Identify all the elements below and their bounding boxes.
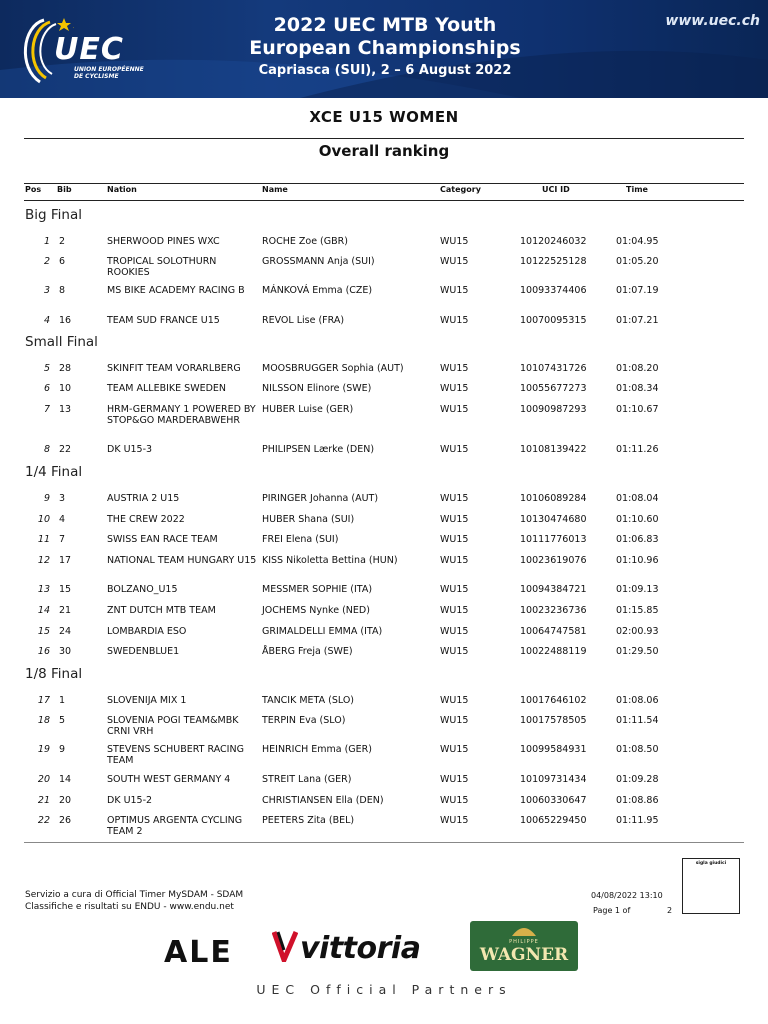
cell-category: WU15 [440, 493, 469, 504]
cell-uci-id: 10065229450 [520, 815, 587, 826]
cell-time: 01:10.67 [616, 404, 659, 415]
cell-bib: 2 [59, 236, 66, 247]
partner-vittoria-text: vittoria [300, 931, 421, 966]
cell-bib: 24 [59, 626, 72, 637]
cell-uci-id: 10130474680 [520, 514, 587, 525]
footer-date: 04/08/2022 13:10 [591, 891, 663, 900]
cell-pos: 2 [43, 256, 50, 267]
social-links [640, 12, 760, 29]
vittoria-mark-icon [272, 930, 298, 962]
cell-category: WU15 [440, 744, 469, 755]
cell-category: WU15 [440, 774, 469, 785]
cell-pos: 5 [43, 363, 50, 374]
cell-nation: SHERWOOD PINES WXC [107, 236, 220, 247]
cell-uci-id: 10108139422 [520, 444, 587, 455]
judges-signature-box [682, 858, 740, 914]
cell-bib: 10 [59, 383, 72, 394]
event-title-line2: European Championships [249, 37, 521, 59]
cell-category: WU15 [440, 626, 469, 637]
cell-nation: OPTIMUS ARGENTA CYCLING TEAM 2 [107, 815, 243, 837]
partner-wagner-logo [470, 921, 578, 971]
cell-name: TANCIK META (SLO) [262, 695, 355, 706]
cell-nation: DK U15-2 [107, 795, 153, 806]
footer-service-line2: Classifiche e risultati su ENDU - www.endu.net [25, 902, 234, 912]
cell-uci-id: 10090987293 [520, 404, 587, 415]
cell-bib: 14 [59, 774, 72, 785]
cell-pos: 9 [43, 493, 50, 504]
event-title-line1: 2022 UEC MTB Youth [273, 14, 497, 36]
table-bottom-divider [24, 842, 744, 843]
cell-category: WU15 [440, 444, 469, 455]
footer-service-line1: Servizio a cura di Official Timer MySDAM - SDAM [25, 890, 244, 900]
header-banner [0, 0, 768, 98]
cell-nation: TEAM SUD FRANCE U15 [107, 315, 220, 326]
cell-time: 01:10.60 [616, 514, 659, 525]
uec-logo-subtitle: UNION EUROPÉENNE DE CYCLISME [74, 66, 144, 80]
section-title: 1/4 Final [25, 464, 83, 480]
cell-uci-id: 10017646102 [520, 695, 587, 706]
cell-pos: 13 [37, 584, 50, 595]
cell-time: 01:09.28 [616, 774, 659, 785]
cell-pos: 21 [37, 795, 50, 806]
cell-uci-id: 10023619076 [520, 555, 587, 566]
table-header [0, 184, 768, 198]
cell-name: MESSMER SOPHIE (ITA) [262, 584, 373, 595]
cell-bib: 13 [59, 404, 72, 415]
cell-pos: 6 [43, 383, 50, 394]
cell-time: 01:04.95 [616, 236, 659, 247]
cell-time: 02:00.93 [616, 626, 659, 637]
cell-name: NILSSON Elinore (SWE) [262, 383, 372, 394]
cell-bib: 15 [59, 584, 72, 595]
cell-name: PHILIPSEN Lærke (DEN) [262, 444, 375, 455]
cell-bib: 28 [59, 363, 72, 374]
cell-name: MOOSBRUGGER Sophia (AUT) [262, 363, 404, 374]
cell-pos: 14 [37, 605, 50, 616]
cell-time: 01:08.34 [616, 383, 659, 394]
cell-name: ÅBERG Freja (SWE) [262, 646, 353, 657]
cell-bib: 26 [59, 815, 72, 826]
uec-logo-text: UEC [54, 32, 124, 67]
ranking-title: Overall ranking [318, 142, 450, 160]
cell-bib: 4 [59, 514, 66, 525]
cell-nation: STEVENS SCHUBERT RACING TEAM [107, 744, 244, 766]
cell-uci-id: 10111776013 [520, 534, 587, 545]
partner-wagner-text: WAGNER [479, 945, 569, 965]
cell-pos: 4 [43, 315, 50, 326]
cell-category: WU15 [440, 815, 469, 826]
cell-bib: 16 [59, 315, 72, 326]
cell-name: HUBER Shana (SUI) [262, 514, 355, 525]
cell-pos: 7 [43, 404, 50, 415]
cell-nation: SLOVENIA POGI TEAM&MBK CRNI VRH [107, 715, 239, 737]
col-header-name: Name [262, 185, 288, 194]
col-header-uci-id: UCI ID [542, 185, 570, 194]
cell-time: 01:07.19 [616, 285, 659, 296]
cell-category: WU15 [440, 795, 469, 806]
cell-time: 01:08.04 [616, 493, 659, 504]
cell-bib: 6 [59, 256, 66, 267]
cell-bib: 1 [59, 695, 66, 706]
cell-category: WU15 [440, 534, 469, 545]
cell-name: STREIT Lana (GER) [262, 774, 352, 785]
cell-uci-id: 10023236736 [520, 605, 587, 616]
col-header-nation: Nation [107, 185, 137, 194]
cell-category: WU15 [440, 363, 469, 374]
cell-category: WU15 [440, 514, 469, 525]
cell-pos: 10 [37, 514, 50, 525]
cell-pos: 3 [43, 285, 50, 296]
cell-uci-id: 10017578505 [520, 715, 587, 726]
cell-category: WU15 [440, 404, 469, 415]
col-header-bib: Bib [57, 185, 72, 194]
cell-nation: SOUTH WEST GERMANY 4 [107, 774, 231, 785]
cell-time: 01:11.26 [616, 444, 659, 455]
cell-pos: 17 [37, 695, 50, 706]
cell-category: WU15 [440, 383, 469, 394]
cell-nation: SLOVENIJA MIX 1 [107, 695, 187, 706]
cell-time: 01:07.21 [616, 315, 659, 326]
cell-nation: AUSTRIA 2 U15 [107, 493, 180, 504]
cell-bib: 22 [59, 444, 72, 455]
cell-name: KISS Nikoletta Bettina (HUN) [262, 555, 398, 566]
cell-category: WU15 [440, 285, 469, 296]
cell-bib: 9 [59, 744, 66, 755]
cell-bib: 8 [59, 285, 66, 296]
event-title [230, 14, 540, 80]
cell-pos: 16 [37, 646, 50, 657]
section-title: Small Final [25, 334, 98, 350]
wagner-crest-icon [509, 924, 539, 938]
cell-uci-id: 10060330647 [520, 795, 587, 806]
cell-category: WU15 [440, 256, 469, 267]
cell-nation: DK U15-3 [107, 444, 153, 455]
cell-name: GROSSMANN Anja (SUI) [262, 256, 375, 267]
social-twitter[interactable] [640, 12, 768, 28]
cell-category: WU15 [440, 584, 469, 595]
cell-name: MÁNKOVÁ Emma (CZE) [262, 285, 373, 296]
partner-vittoria-logo [272, 930, 420, 966]
cell-name: ROCHE Zoe (GBR) [262, 236, 348, 247]
cell-category: WU15 [440, 605, 469, 616]
cell-time: 01:15.85 [616, 605, 659, 616]
cell-uci-id: 10122525128 [520, 256, 587, 267]
cell-name: PEETERS Zita (BEL) [262, 815, 355, 826]
cell-category: WU15 [440, 715, 469, 726]
cell-uci-id: 10022488119 [520, 646, 587, 657]
cell-time: 01:05.20 [616, 256, 659, 267]
cell-name: PIRINGER Johanna (AUT) [262, 493, 379, 504]
footer-service-info [25, 889, 243, 913]
cell-nation: SKINFIT TEAM VORARLBERG [107, 363, 241, 374]
cell-bib: 17 [59, 555, 72, 566]
cell-pos: 15 [37, 626, 50, 637]
cell-pos: 22 [37, 815, 50, 826]
cell-pos: 18 [37, 715, 50, 726]
section-title: 1/8 Final [25, 666, 83, 682]
cell-name: HEINRICH Emma (GER) [262, 744, 372, 755]
cell-uci-id: 10055677273 [520, 383, 587, 394]
cell-uci-id: 10094384721 [520, 584, 587, 595]
cell-bib: 5 [59, 715, 66, 726]
cell-nation: NATIONAL TEAM HUNGARY U15 [107, 555, 257, 566]
footer-page-total: 2 [667, 906, 673, 915]
website-link[interactable]: www.uec.ch [665, 13, 760, 29]
cell-nation: LOMBARDIA ESO [107, 626, 187, 637]
cell-category: WU15 [440, 646, 469, 657]
cell-category: WU15 [440, 315, 469, 326]
cell-uci-id: 10070095315 [520, 315, 587, 326]
cell-category: WU15 [440, 236, 469, 247]
cell-name: FREI Elena (SUI) [262, 534, 339, 545]
cell-time: 01:11.54 [616, 715, 659, 726]
cell-pos: 19 [37, 744, 50, 755]
event-location-dates: Capriasca (SUI), 2 – 6 August 2022 [258, 63, 512, 78]
cell-category: WU15 [440, 555, 469, 566]
cell-name: REVOL Lise (FRA) [262, 315, 345, 326]
cell-uci-id: 10099584931 [520, 744, 587, 755]
table-header-divider [24, 200, 744, 201]
partners-label: UEC Official Partners [256, 982, 512, 997]
cell-time: 01:08.20 [616, 363, 659, 374]
cell-bib: 3 [59, 493, 66, 504]
title-divider [24, 138, 744, 139]
cell-time: 01:08.06 [616, 695, 659, 706]
cell-name: JOCHEMS Nynke (NED) [262, 605, 370, 616]
cell-nation: SWEDENBLUE1 [107, 646, 180, 657]
cell-nation: MS BIKE ACADEMY RACING B [107, 285, 245, 296]
cell-pos: 1 [43, 236, 50, 247]
cell-pos: 11 [37, 534, 50, 545]
cell-time: 01:08.86 [616, 795, 659, 806]
cell-bib: 30 [59, 646, 72, 657]
cell-name: GRIMALDELLI EMMA (ITA) [262, 626, 383, 637]
cell-bib: 21 [59, 605, 72, 616]
partner-wagner-top: PHILIPPE [509, 939, 539, 945]
race-title: XCE U15 WOMEN [309, 108, 459, 126]
cell-uci-id: 10093374406 [520, 285, 587, 296]
cell-name: CHRISTIANSEN Ella (DEN) [262, 795, 384, 806]
col-header-category: Category [440, 185, 481, 194]
cell-time: 01:11.95 [616, 815, 659, 826]
partner-ale-logo: ALE [164, 935, 233, 970]
cell-name: HUBER Luise (GER) [262, 404, 354, 415]
cell-time: 01:09.13 [616, 584, 659, 595]
judges-signature-label: sigla giudici [695, 861, 727, 866]
cell-nation: TROPICAL SOLOTHURN ROOKIES [107, 256, 217, 278]
cell-bib: 7 [59, 534, 66, 545]
cell-nation: HRM-GERMANY 1 POWERED BY STOP&GO MARDERABWEHR [107, 404, 256, 426]
cell-nation: SWISS EAN RACE TEAM [107, 534, 218, 545]
cell-pos: 12 [37, 555, 50, 566]
cell-time: 01:06.83 [616, 534, 659, 545]
cell-uci-id: 10120246032 [520, 236, 587, 247]
section-title: Big Final [25, 207, 82, 223]
col-header-time: Time [626, 185, 648, 194]
uec-logo [14, 10, 164, 90]
cell-uci-id: 10107431726 [520, 363, 587, 374]
cell-pos: 20 [37, 774, 50, 785]
cell-uci-id: 10064747581 [520, 626, 587, 637]
col-header-pos: Pos [25, 185, 42, 194]
cell-nation: THE CREW 2022 [107, 514, 185, 525]
cell-nation: ZNT DUTCH MTB TEAM [107, 605, 216, 616]
cell-pos: 8 [43, 444, 50, 455]
cell-time: 01:08.50 [616, 744, 659, 755]
footer-page-label: Page 1 of [593, 906, 631, 915]
cell-time: 01:29.50 [616, 646, 659, 657]
cell-time: 01:10.96 [616, 555, 659, 566]
cell-category: WU15 [440, 695, 469, 706]
cell-name: TERPIN Eva (SLO) [262, 715, 346, 726]
cell-nation: TEAM ALLEBIKE SWEDEN [107, 383, 227, 394]
footer-page-number [593, 906, 673, 915]
cell-nation: BOLZANO_U15 [107, 584, 178, 595]
cell-bib: 20 [59, 795, 72, 806]
cell-uci-id: 10106089284 [520, 493, 587, 504]
cell-uci-id: 10109731434 [520, 774, 587, 785]
